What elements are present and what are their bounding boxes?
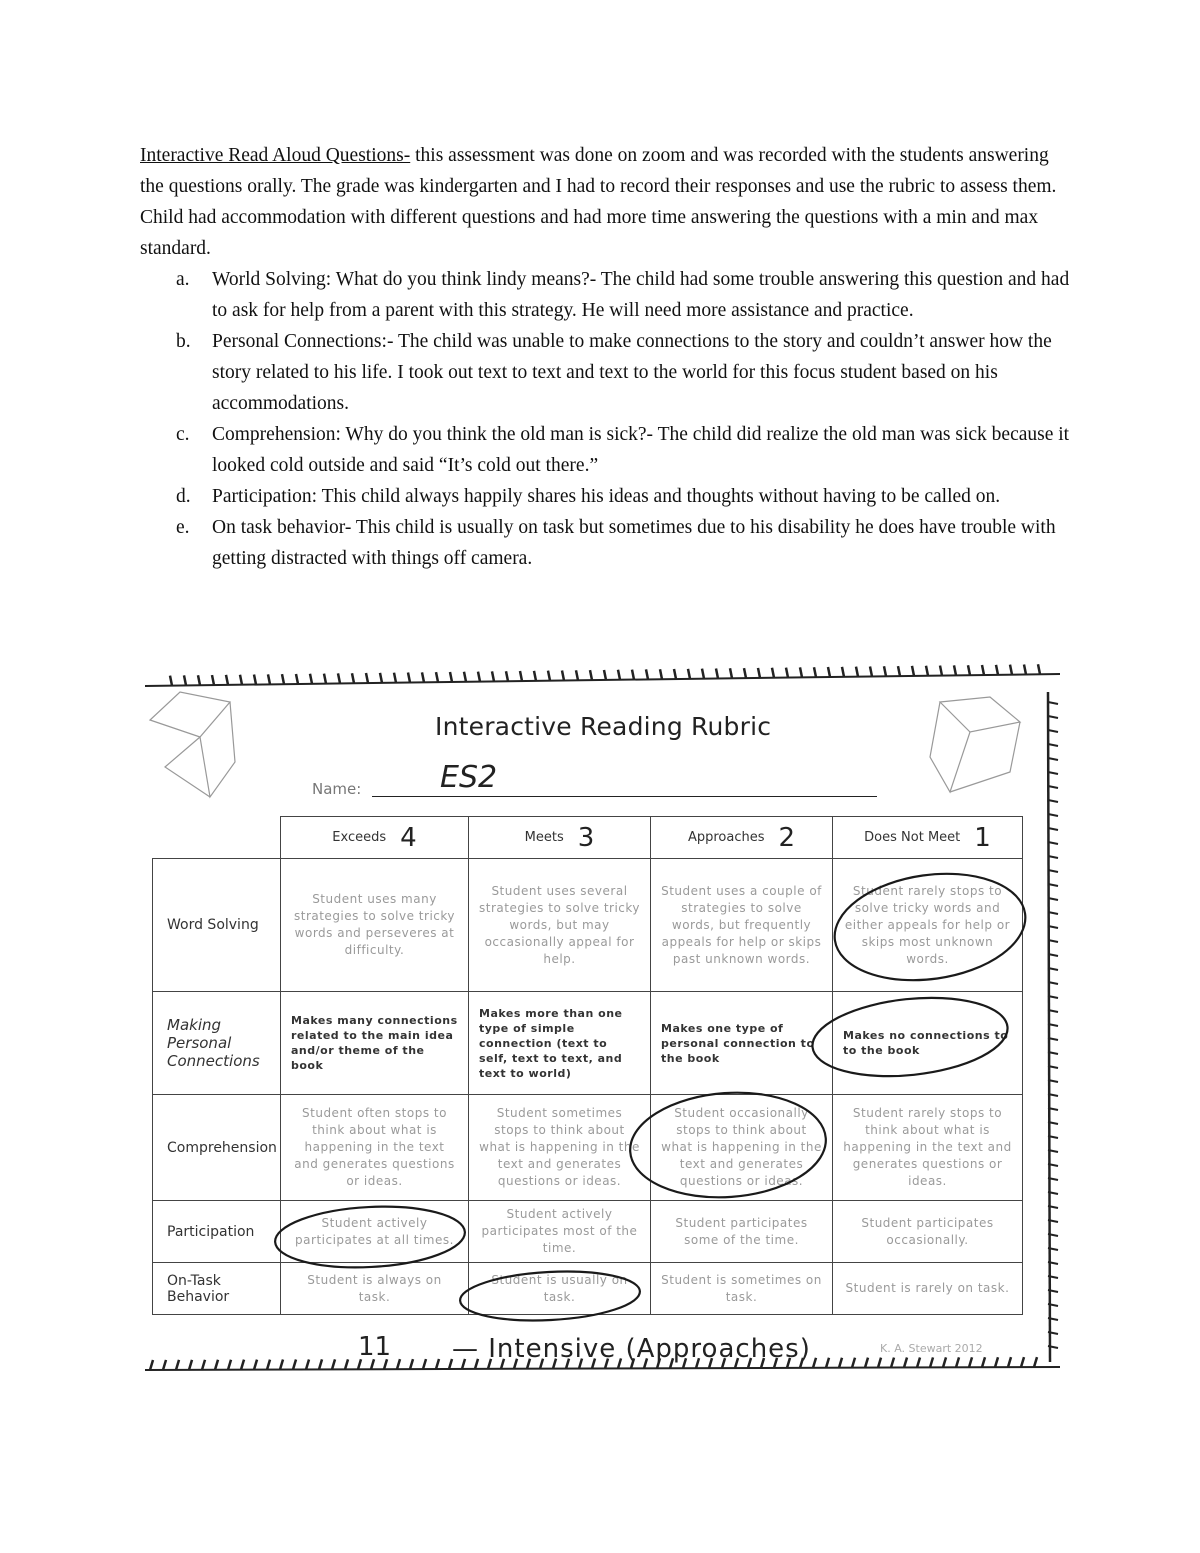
- rubric-cell: Student occasionally stops to think about what is happening in the text and generates questions or ideas.: [651, 1095, 833, 1201]
- list-item: [140, 419, 1070, 481]
- level-number: 3: [577, 822, 595, 853]
- list-item: [140, 512, 1070, 574]
- table-row: [153, 1201, 1023, 1263]
- rubric-cell: Student rarely stops to think about what is happening in the text and generates questions or ideas.: [833, 1095, 1023, 1201]
- rubric-cell: Student is rarely on task.: [833, 1263, 1023, 1315]
- level-label: Approaches: [687, 830, 765, 845]
- list-item-text: Participation: This child always happily shares his ideas and thoughts without having to be called on.: [212, 486, 1001, 507]
- header-blank: [153, 817, 281, 859]
- rubric-cell: Student actively participates at all times.: [281, 1201, 469, 1263]
- book-left-icon: [150, 692, 235, 797]
- criterion-label: Making Personal Connections: [153, 992, 281, 1095]
- list-item: [140, 264, 1070, 326]
- rubric-cell: Makes one type of personal connection to the book: [651, 992, 833, 1095]
- level-header: [651, 817, 833, 859]
- rubric-cell: Student is usually on task.: [469, 1263, 651, 1315]
- rubric-cell: Student uses a couple of strategies to solve words, but frequently appeals for help or skips past unknown words.: [651, 859, 833, 992]
- document-body: [140, 140, 1070, 574]
- list-marker: e.: [176, 517, 190, 538]
- rubric-cell: Makes many connections related to the main idea and/or theme of the book: [281, 992, 469, 1095]
- book-right-icon: [930, 697, 1020, 792]
- handwritten-score: 11: [358, 1332, 392, 1362]
- criterion-label: Word Solving: [153, 859, 281, 992]
- rubric-cell: Makes more than one type of simple connection (text to self, text to text, and text to world): [469, 992, 651, 1095]
- level-number: 2: [778, 822, 796, 853]
- table-row: [153, 992, 1023, 1095]
- list-marker: b.: [176, 331, 191, 352]
- level-number: 1: [974, 822, 991, 853]
- list-item-text: Comprehension: Why do you think the old man is sick?- The child did realize the old man was sick because it looked cold outside and said “It’s cold out there.”: [212, 424, 1070, 476]
- table-row: [153, 859, 1023, 992]
- rubric-cell: Makes no connections to to the book: [833, 992, 1023, 1095]
- list-item-text: Personal Connections:- The child was unable to make connections to the story and couldn’t answer how the story related to his life. I took out text to text and text to the world for this focus student based on his accommodations.: [212, 331, 1052, 414]
- intro-paragraph: [140, 140, 1070, 264]
- level-header: [281, 817, 469, 859]
- criterion-label: Comprehension: [153, 1095, 281, 1201]
- name-label: Name:: [312, 780, 362, 798]
- rubric-cell: Student is sometimes on task.: [651, 1263, 833, 1315]
- list-marker: a.: [176, 269, 190, 290]
- table-row: [153, 1263, 1023, 1315]
- list-item-text: On task behavior- This child is usually on task but sometimes due to his disability he does have trouble with getting distracted with things off camera.: [212, 517, 1056, 569]
- handwritten-note: — Intensive (Approaches): [452, 1334, 811, 1364]
- rubric-header-row: [153, 817, 1023, 859]
- list-marker: d.: [176, 486, 191, 507]
- rubric-cell: Student actively participates most of the time.: [469, 1201, 651, 1263]
- criterion-label: Participation: [153, 1201, 281, 1263]
- rubric-cell: Student sometimes stops to think about what is happening in the text and generates questions or ideas.: [469, 1095, 651, 1201]
- rubric-table: [152, 816, 1023, 1315]
- name-value: ES2: [440, 760, 498, 795]
- list-item: [140, 481, 1070, 512]
- question-list: [140, 264, 1070, 574]
- intro-text: this assessment was done on zoom and was recorded with the students answering the questions orally. The grade was kindergarten and I had to record their responses and use the rubric to assess them. Child had accommodation with different questions and had more time answering the questions with a min and max standard.: [140, 145, 1057, 259]
- level-header: [469, 817, 651, 859]
- rubric-cell: Student is always on task.: [281, 1263, 469, 1315]
- rubric-cell: Student uses many strategies to solve tricky words and perseveres at difficulty.: [281, 859, 469, 992]
- level-label: Does Not Meet: [864, 830, 961, 845]
- rubric-cell: Student rarely stops to solve tricky words and either appeals for help or skips most unknown words.: [833, 859, 1023, 992]
- rubric-cell: Student participates some of the time.: [651, 1201, 833, 1263]
- rubric-scan-image: [140, 662, 1065, 1387]
- list-item: [140, 326, 1070, 419]
- section-heading: Interactive Read Aloud Questions-: [140, 145, 411, 166]
- rubric-title: Interactive Reading Rubric: [435, 712, 772, 741]
- table-row: [153, 1095, 1023, 1201]
- criterion-label: On-Task Behavior: [153, 1263, 281, 1315]
- name-underline: [372, 796, 877, 797]
- rubric-cell: Student often stops to think about what is happening in the text and generates questions or ideas.: [281, 1095, 469, 1201]
- level-label: Meets: [524, 830, 564, 845]
- level-number: 4: [400, 822, 417, 853]
- level-header: [833, 817, 1023, 859]
- rubric-cell: Student uses several strategies to solve tricky words, but may occasionally appeal for help.: [469, 859, 651, 992]
- rubric-credit: K. A. Stewart 2012: [880, 1342, 983, 1355]
- list-item-text: World Solving: What do you think lindy means?- The child had some trouble answering this question and had to ask for help from a parent with this strategy. He will need more assistance and practice.: [212, 269, 1070, 321]
- level-label: Exceeds: [332, 830, 387, 845]
- rubric-cell: Student participates occasionally.: [833, 1201, 1023, 1263]
- list-marker: c.: [176, 424, 190, 445]
